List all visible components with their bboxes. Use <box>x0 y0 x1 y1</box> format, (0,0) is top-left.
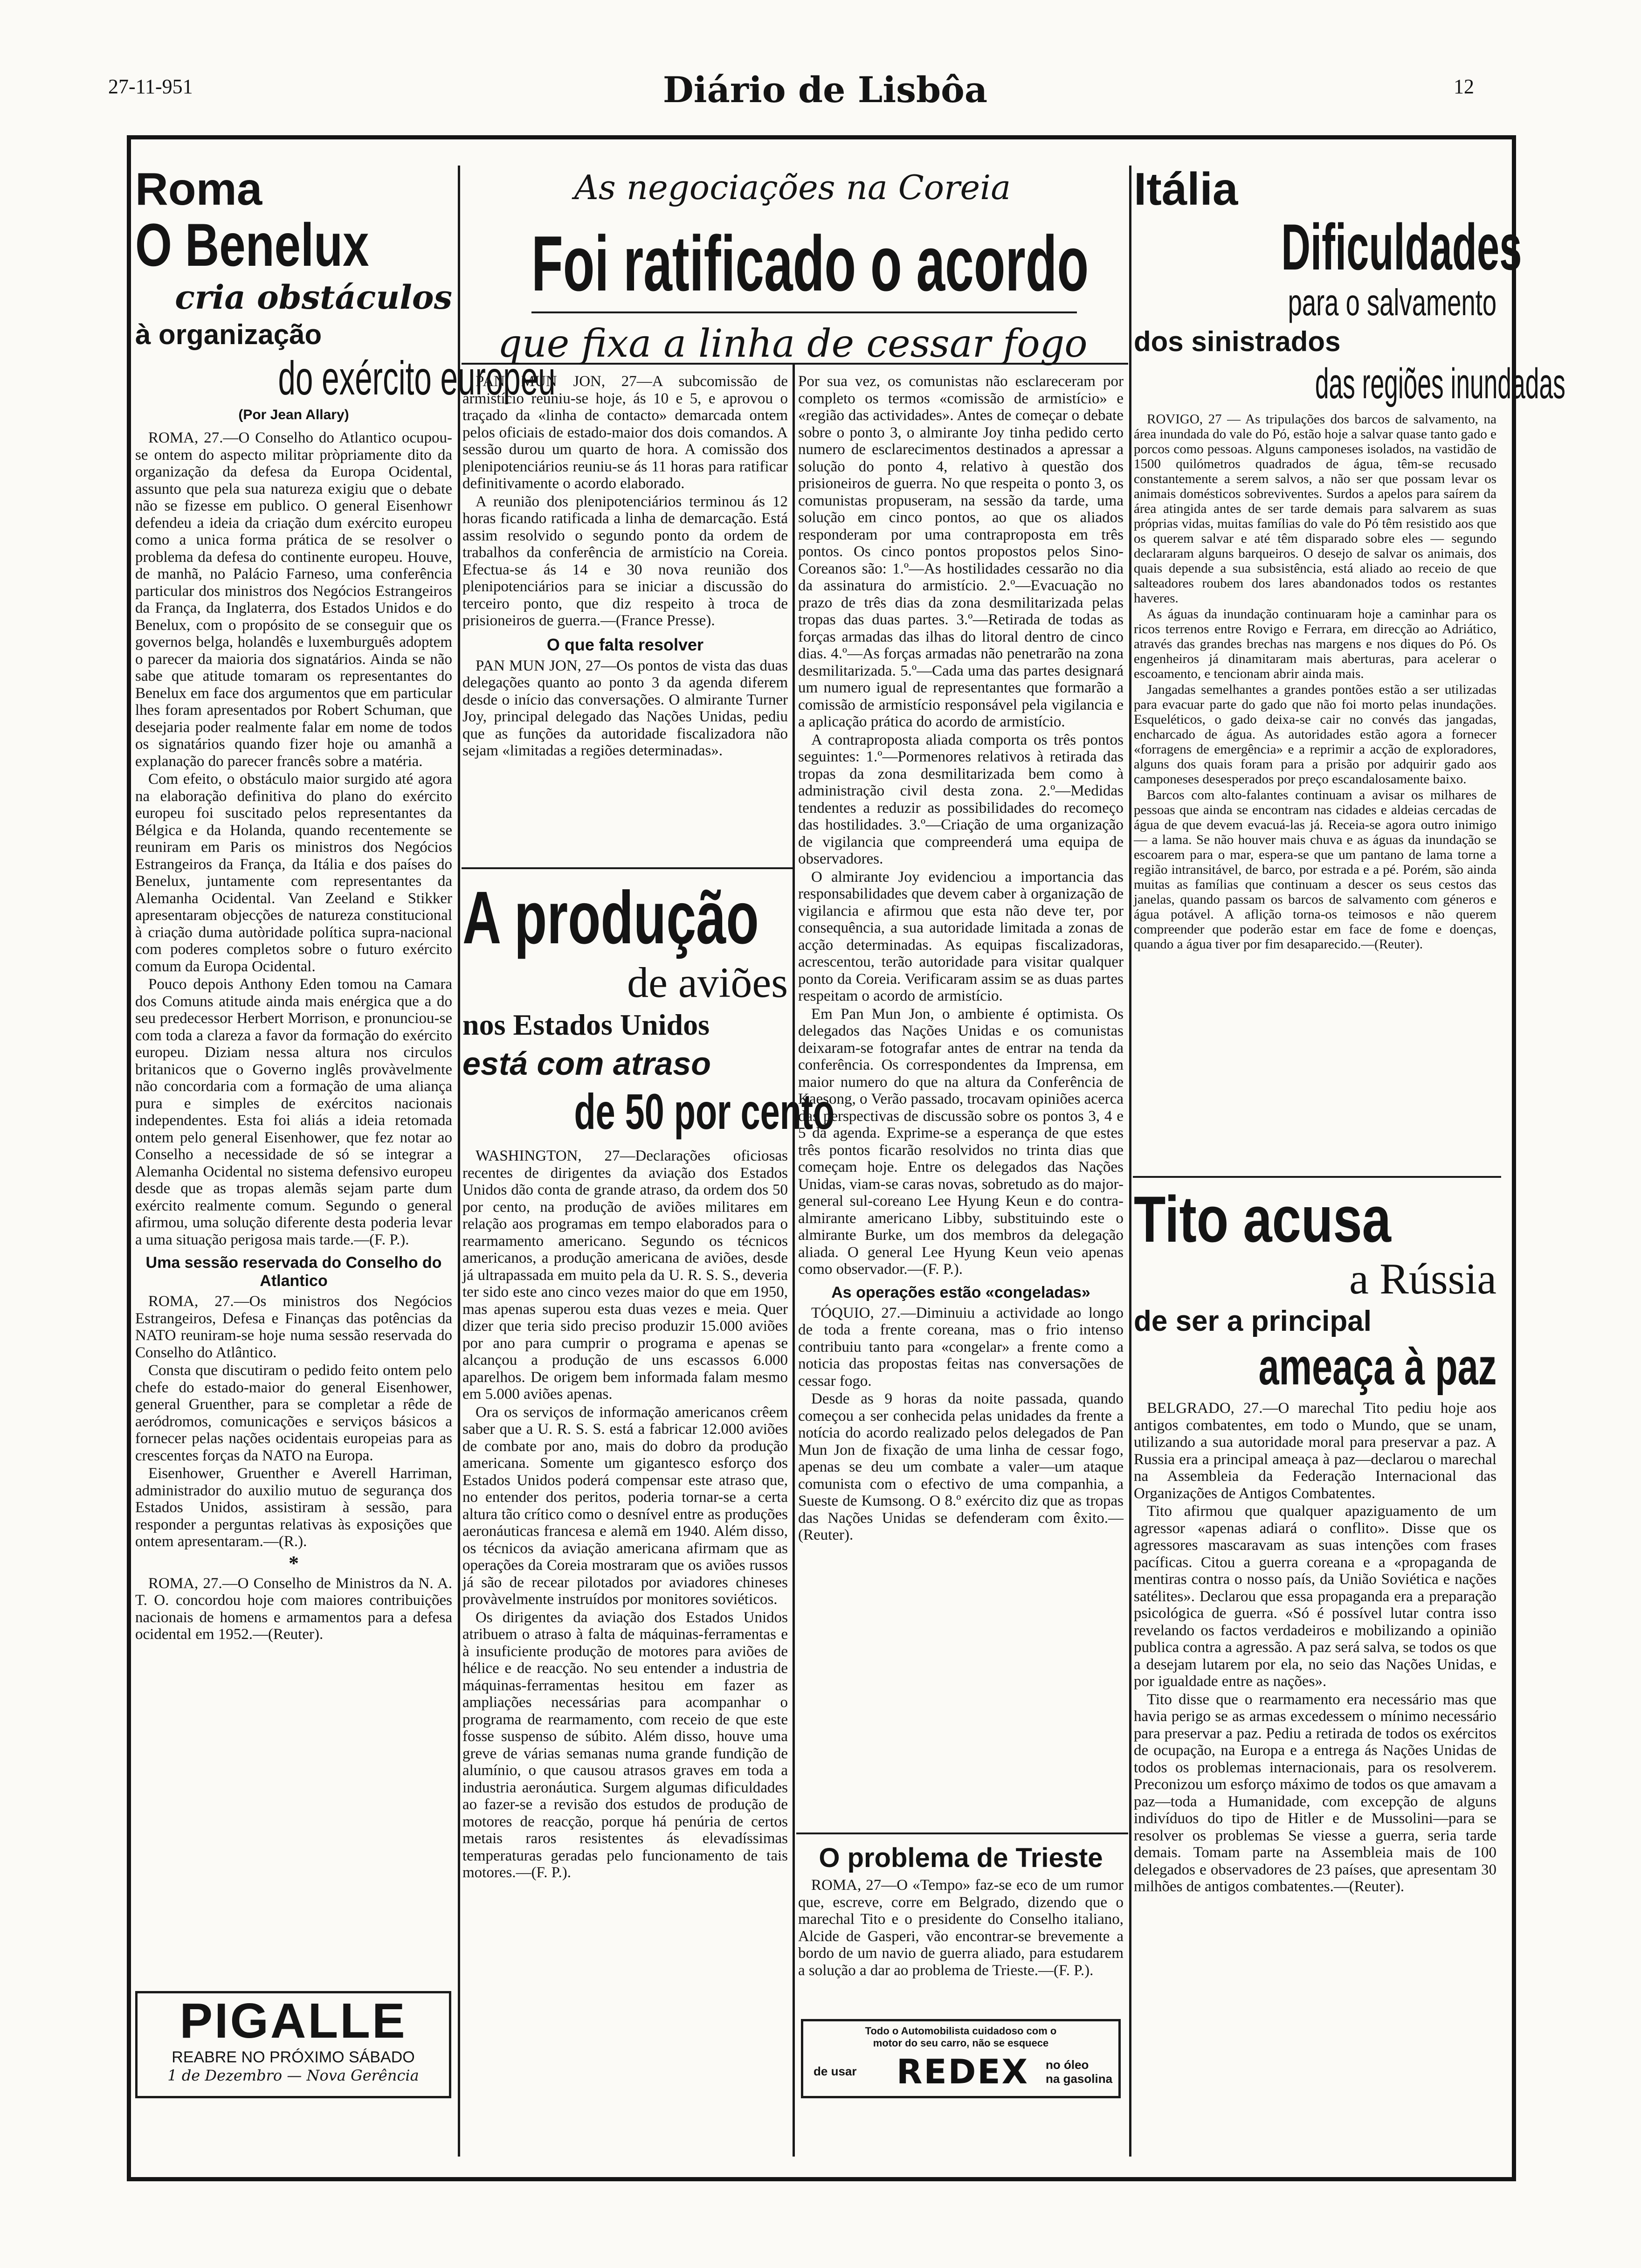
subhead-organizacao: à organização <box>135 319 322 350</box>
paragraph: O almirante Joy evidenciou a importancia das responsabilidades que devem caber à organização de vigilancia e afirmou que esta não deve ter, por consequência, a sua autoridade limitada a zonas de acção determinadas. As equipas fiscalizadoras, acrescentou, terão autoridade para visitar qualquer ponto da Coreia. Verificaram assim se as duas partes respeitam o acordo de armistício. <box>798 868 1124 1004</box>
paragraph: Tito disse que o rearmamento era necessário mas que havia perigo se as armas excedessem o mínimo necessário para preservar a paz. Pediu a retirada de todos os exércitos de ocupação, na Europa e a entrega ás Nações Unidas de todos os problemas internacionais, para os resolverem. Preconizou um esforço máximo de todos os que amavam a paz—toda a Humanidade, com excepção de alguns indivíduos do tipo de Hitler e de Mussolini—para se resolver os problemas Se viesse a guerra, seria tarde demais. Tomam parte na Assembleia mais de 100 delegados e observadores de 23 países, que apresentam 30 milhões de antigos combatentes.—(Reuter). <box>1134 1691 1496 1895</box>
article-korea-b <box>798 373 1124 1828</box>
paragraph: Jangadas semelhantes a grandes pontões estão a ser utilizadas para evacuar parte do gado que não foi morto pelas inundações. Esqueléticos, o gado deixa-se cair no convés das jangadas, encharcado de água. As autoridades estão agora a fornecer «forragens de emergência» e a reprimir a acção de exploradores, alguns dos quais foram para a prisão por adquirir gado aos camponeses desesperados por preço escandalosamente baixo. <box>1134 682 1496 787</box>
paragraph: TÓQUIO, 27.—Diminuiu a actividade ao longo de toda a frente coreana, mas o frio intenso contribuiu tanto para «congelar» a frente como a noticia das propostas feitas nas conversações de cessar fogo. <box>798 1304 1124 1390</box>
issue-date: 27-11-951 <box>108 75 193 98</box>
paragraph: Tito afirmou que qualquer apaziguamento de um agressor «apenas adiará o conflito». Disse que os agressores mascaravam as suas intenções com frases pacíficas. Citou a guerra coreana e a «propaganda de mentiras contra o nosso país, da União Soviética e nações satélites». Declarou que essa propaganda era a preparação psicológica de guerra. «Só é possível lutar contra isso revelando os factos verdadeiros e mobilizando a opinião publica contra a agressão. A paz será salva, se todos os que a desejam lutarem por ela, no seio das Nações Unidas, e por igualdade entre as nações». <box>1134 1503 1496 1690</box>
column-rule-left <box>458 166 460 2157</box>
redex-logo: REDEX <box>896 2052 1029 2091</box>
subhead-regioes-inundadas: das regiões inundadas <box>1315 360 1565 408</box>
byline: (Por Jean Allary) <box>238 407 349 422</box>
ad-redex <box>801 2019 1121 2098</box>
rule-tito-box-top <box>1133 1176 1501 1178</box>
separator-star: * <box>289 1551 299 1575</box>
article-tito <box>1134 1184 1496 2164</box>
ad-redex-line1: Todo o Automobilista cuidadoso com o <box>865 2025 1057 2037</box>
ad-pigalle <box>135 1991 451 2098</box>
article-trieste <box>798 1839 1124 2007</box>
paragraph: A reunião dos plenipotenciários terminou ás 12 horas ficando ratificada a linha de demarcação. Está assim resolvido o segundo ponto da ordem de trabalhos da conferência de armistício na Coreia. Efectua-se ás 14 e 30 nova reunião dos plenipotenciários para se iniciar a discussão do terceiro ponto, que diz respeito à troca de prisioneiros de guerra.—(France Presse). <box>462 493 788 629</box>
article-aviation <box>462 876 835 2164</box>
headline-tito-acusa: Tito acusa <box>1134 1182 1391 1256</box>
subhead-estados-unidos: nos Estados Unidos <box>462 1008 710 1041</box>
ad-pigalle-title: PIGALLE <box>179 1993 407 2048</box>
article-benelux <box>135 163 556 2157</box>
paragraph: ROMA, 27.—O Conselho de Ministros da N. A. T. O. concordou hoje com maiores contribuições nacionais de homens e armamentos para a defesa ocidental em 1952.—(Reuter). <box>135 1575 452 1643</box>
paragraph: Com efeito, o obstáculo maior surgido até agora na elaboração definitiva do plano do exército europeu foi suscitado pelos representantes da Bélgica e da Holanda, quando recentemente se reuniram em Paris os ministros dos Negócios Estrangeiros da França, da Itália e dos países do Benelux, juntamente com representantes da Alemanha Ocidental. Van Zeeland e Stikker apresentaram objecções de natureza constitucional à criação duma autòridade política supra-nacional com poderes completos sobre o futuro exército comum da Europa Ocidental. <box>135 771 452 975</box>
page-number: 12 <box>1454 75 1474 98</box>
paragraph: BELGRADO, 27.—O marechal Tito pediu hoje aos antigos combatentes, em todo o Mundo, que se unam, utilizando a sua autoridade moral para preservar a paz. A Russia era a principal ameaça à paz—declarou o marechal na Assembleia da Federação Internacional das Organizações de Antigos Combatentes. <box>1134 1400 1496 1502</box>
paragraph: Eisenhower, Gruenther e Averell Harriman, administrador do auxilio mutuo de segurança dos Estados Unidos, assistiram à sessão, para responder a perguntas relativas às exposições que ontem apresentaram.—(R.). <box>135 1465 452 1550</box>
subhead-avioes: de aviões <box>627 959 788 1006</box>
subhead-linha-cessar-fogo: que fixa a linha de cessar fogo <box>497 322 1088 366</box>
column-rule-right <box>1129 166 1131 2157</box>
paragraph: ROVIGO, 27 — As tripulações dos barcos de salvamento, na área inundada do vale do Pó, estão hoje a salvar quase tanto gado e porcos como pessoas. Alguns camponeses isolados, na vastidão de 1500 quilómetros quadrados de água, têm-se recusado constantemente a serem salvos, a não ser que possam levar os animais domésticos sobreviventes. Surdos a apelos para saírem da área atingida antes de ser tarde demais para salvarem as suas próprias vidas, muitas famílias do vale do Pó têm resistido aos que os querem salvar e até têm disparado sobre eles — segundo declararam alguns barqueiros. O desejo de salvar os animais, dos quais depende a sua subsistência, está aliado ao receio de que salteadores roubem dos lares abandonados todos os restantes haveres. <box>1134 412 1496 606</box>
rule-center-box-top <box>462 867 793 869</box>
ad-redex-line2: motor do seu carro, não se esquece <box>873 2037 1049 2049</box>
paragraph: PAN MUN JON, 27—Os pontos de vista das duas delegações quanto ao ponto 3 da agenda diferem desde o início das conversações. O almirante Turner Joy, principal delegado das Nações Unidas, pediu que as funções da autoridade fiscalizadora não sejam «limitadas a regiões determinadas». <box>462 657 788 759</box>
paragraph: Consta que discutiram o pedido feito ontem pelo chefe do estado-maior do general Eisenhower, general Gruenther, para se completar a rêde de aeródromos, comunicações e serviços básicos a fornecer pelas nações ocidentais europeias para as crescentes forças da NATO na Europa. <box>135 1362 452 1464</box>
ad-redex-line5: na gasolina <box>1046 2072 1113 2086</box>
article-italia <box>1134 163 1565 1175</box>
subhead-50-por-cento: de 50 por cento <box>574 1083 835 1140</box>
subhead-exercito-europeu: do exército europeu <box>278 352 556 405</box>
subhead-a-russia: a Rússia <box>1349 1255 1496 1303</box>
column-rule-center <box>793 364 795 2157</box>
paragraph: Por sua vez, os comunistas não esclareceram por completo os termos «comissão de armistício» e «região das actividades». Antes de começar o debate sobre o ponto 3, o almirante Joy tinha pedido certo numero de esclarecimentos destinados a apressar a solução do ponto 4, relativo à questão dos prisioneiros de guerra. No que respeita o ponto 3, os comunistas propuseram, na sessão da tarde, uma solução em cinco pontos, ao que os aliados responderam por uma contraproposta em três pontos. Os cinco pontos propostos pelos Sino-Coreanos são: 1.º—As hostilidades cessarão no dia da assinatura do armistício. 2.º—Evacuação no prazo de três dias da zona desmilitarizada pelas tropas das duas partes. 3.º—Retirada de todas as forças armadas das ilhas do litoral dentro de cinco dias. 4.º—As forças armadas não penetrarão na zona desmilitarizada. 5.º—Cada uma das partes designará um numero igual de representantes que formarão a comissão de armistício responsável pela vigilancia e a aplicação prática do acordo de armistício. <box>798 373 1124 730</box>
headline-benelux: O Benelux <box>135 211 369 279</box>
paragraph: WASHINGTON, 27—Declarações oficiosas recentes de dirigentes da aviação dos Estados Unidos dão conta de grande atraso, da ordem dos 50 por cento, na produção de aviões militares em relação aos programas em tempo elaborados para o rearmamento americano. Segundo os técnicos americanos, a produção americana de aviões, desde já ultrapassada em muito pela da U. R. S. S., deveria ter sido este ano cinco vezes maior do que em 1950, mas apenas superou esta duas vezes e meia. Quer dizer que teria sido preciso produzir 15.000 aviões por ano para cumprir o programa e apenas se alcançou a produção de uns escassos 6.000 aparelhos. De origem bem informada falam mesmo em 5.000 aviões apenas. <box>462 1148 788 1403</box>
subhead-sinistrados: dos sinistrados <box>1134 326 1341 357</box>
subhead-salvamento: para o salvamento <box>1288 282 1496 323</box>
section-italia: Itália <box>1134 163 1238 214</box>
headline-dificuldades: Dificuldades <box>1281 210 1522 284</box>
ad-pigalle-line1: REABRE NO PRÓXIMO SÁBADO <box>172 2048 415 2066</box>
paragraph: As águas da inundação continuaram hoje a caminhar para os ricos terrenos entre Rovigo e Ferrara, em direcção ao Adriático, através das grandes brechas nas margens e nos diques do Pó. Os engenheiros já dinamitaram mais aberturas, para acelerar o escoamento, e tencionam abrir ainda mais. <box>1134 607 1496 681</box>
headline-ratificado: Foi ratificado o acordo <box>531 220 1089 307</box>
article-korea-a <box>462 373 788 865</box>
ad-pigalle-line2: 1 de Dezembro — Nova Gerência <box>167 2067 419 2084</box>
ad-redex-line3: de usar <box>814 2064 857 2078</box>
rule-trieste-top <box>796 1832 1128 1834</box>
paragraph: Barcos com alto-falantes continuam a avisar os milhares de pessoas que ainda se encontram nas cidades e aldeias cercadas de água de que devem evacuá-las já. Receia-se agora outro inimigo — a lama. Se não houver mais chuva e as águas da inundação se escoarem para o mar, espera-se que um pantano de lama torne a região intransitável, de barco, por estrada e a pé. Porém, são ainda muitas as famílias que continuam a descer os seus cestos das janelas, quando passam os barcos de salvamento com géneros e água potável. A aflição torna-os teimosos e não querem compreender que poderão estar em face de fome e doenças, quando a água tiver por fim desaparecido.—(Reuter). <box>1134 788 1496 952</box>
subhead-atraso: está com atraso <box>462 1045 711 1082</box>
paragraph: A contraproposta aliada comporta os três pontos seguintes: 1.º—Pormenores relativos à retirada das tropas da zona desmilitarizada bem como à administração civil desta zona. 2.º—Medidas tendentes a reduzir as possibilidades do recomeço das hostilidades. 3.º—Criação de uma organização de vigilancia que compreenderá uma equipa de observadores. <box>798 731 1124 867</box>
kicker-negociacoes: As negociações na Coreia <box>574 168 1011 207</box>
paragraph: Ora os serviços de informação americanos crêem saber que a U. R. S. S. está a fabricar 12.000 aviões de combate por ano, mais do dobro da produção americana. Somente um gigantesco esforço dos Estados Unidos poderá compensar este atraso que, no entender dos peritos, poderia tornar-se a certa altura tão crítico como o desnível entre as produções aeronáuticas francesa e alemã em 1940. Além disso, os técnicos da aviação americana afirmam que as operações da Coreia mostraram que os aviões russos já são de recear pilotados por aviadores chineses provàvelmente instruídos por monitores soviéticos. <box>462 1404 788 1608</box>
subheading-congeladas: As operações estão «congeladas» <box>831 1283 1090 1301</box>
paragraph: Em Pan Mun Jon, o ambiente é optimista. Os delegados das Nações Unidas e os comunistas deixaram-se fotografar antes de entrar na tenda da conferência. Os correspondentes da Imprensa, em maior numero do que na altura da Conferência de Kaesong, o Verão passado, trocavam opiniões acerca das perspectivas de discussão sobre os pontos 3, 4 e 5 da agenda. Exprime-se a esperança de que estes três pontos ficarão resolvidos no trinta dias que começam hoje. Entre os delegados das Nações Unidas, viam-se caras novas, sobretudo as do major-general sul-coreano Lee Hyung Keun e do contra-almirante americano Libby, substituindo este o almirante Burke, um dos membros da delegação aliada. O general Lee Hyung Keun veio apenas como observador.—(F. P.). <box>798 1005 1124 1278</box>
paragraph: PAN MUN JON, 27—A subcomissão de armistício reuniu-se hoje, ás 10 e 5, e aprovou o traçado da «linha de contacto» demarcada ontem pelos oficiais de estado-maior dos dois comandos. A sessão durou um quarto de hora. A comissão dos plenipotenciários reuniu-se ás 11 horas para ratificar definitivamente o acordo elaborado. <box>462 373 788 492</box>
section-roma: Roma <box>135 163 262 214</box>
subhead-cria-obstaculos: cria obstáculos <box>175 278 452 317</box>
paragraph: Pouco depois Anthony Eden tomou na Camara dos Comuns atitude ainda mais enérgica que a do seu predecessor Herbert Morrison, e pronunciou-se com toda a clareza a favor da formação do exército europeu. Diziam nessa altura nos circulos britanicos que o Governo inglês provàvelmente não concordaria com a formação de uma aliança pura e simples de exércitos nacionais independentes. Esta foi aliás a ideia retomada ontem pelo general Eisenhower, que fez notar ao Conselho a necessidade de só se integrar a Alemanha Ocidental no sistema defensivo europeu desde que as tropas alemãs sejam parte dum exército realmente comum. Segundo o general afirmou, uma solução diferente desta poderia levar a uma situação perigosa mais tarde.—(F. P.). <box>135 976 452 1248</box>
paragraph: Os dirigentes da aviação dos Estados Unidos atribuem o atraso à falta de máquinas-ferramentas e à insuficiente produção de motores para aviões de hélice e de reacção. No seu entender a industria de máquinas-ferramentas hesitou em fazer as ampliações necessárias para acompanhar o programa de rearmamento, com receio de que este fosse suspenso de súbito. Além disso, houve uma greve de várias semanas numa grande fundição de alumínio, o que causou atrasos graves em toda a industria aeronáutica. Surgem algumas dificuldades ao fazer-se a revisão dos estudos de produção de motores de reacção, porque há penúria de certos metais raros resistentes ás elevadíssimas temperaturas geradas pelo funcionamento de tais motores.—(F. P.). <box>462 1609 788 1881</box>
subheading-falta-resolver: O que falta resolver <box>546 635 704 654</box>
paragraph: ROMA, 27.—Os ministros dos Negócios Estrangeiros, Defesa e Finanças das potências da NATO reuniram-se hoje numa sessão reservada do Conselho do Atlântico. <box>135 1293 452 1361</box>
ad-redex-line4: no óleo <box>1046 2058 1089 2072</box>
paragraph: ROMA, 27.—O Conselho do Atlantico ocupou-se ontem do aspecto militar pròpriamente dito da organização da defesa da Europa Ocidental, assunto que pela sua natureza exigiu que o debate não se fizesse em publico. O general Eisenhowr defendeu a ideia da criação dum exército europeu como a unica forma prática de se resolver o problema da defesa do continente europeu. Houve, de manhã, no Palácio Farneso, uma conferência particular dos ministros dos Negócios Estrangeiros da França, da Inglaterra, dos Estados Unidos e do Benelux, com o propósito de se conseguir que os governos belga, holandês e luxemburguês adoptem o parecer da maioria dos signatários. Ainda se não sabe que atitude tomaram os representantes do Benelux em face dos argumentos que em particular lhes foram apresentados por Robert Schuman, que desejaria poder realmente falar em nome de todos os signatários quando fizer hoje ou amanhã a explanação do parecer francês sobre a matéria. <box>135 429 452 770</box>
paragraph: Desde as 9 horas da noite passada, quando começou a ser conhecida pelas unidades da frente a notícia do acordo realizado pelos delegados de Pan Mun Jon de fixação de uma linha de cessar fogo, apenas se deu um combate a valer—um ataque comunista com o efectivo de uma companhia, a Sueste de Kumsong. O 8.º exército diz que as tropas das Nações Unidas se defenderam com êxito.—(Reuter). <box>798 1390 1124 1543</box>
subhead-principal: de ser a principal <box>1134 1305 1372 1337</box>
subheading-sessao-reservada: Uma sessão reservada do Conselho do Atlantico <box>145 1254 442 1290</box>
subhead-ameaca-paz: ameaça à paz <box>1258 1338 1496 1396</box>
paragraph: ROMA, 27—O «Tempo» faz-se eco de um rumor que, escreve, corre em Belgrado, dizendo que o marechal Tito e o presidente do Conselho italiano, Alcide de Gasperi, vão encontrar-se brevemente a bordo de um navio de guerra aliado, para estudarem a solução a dar ao problema de Trieste.—(F. P.). <box>798 1877 1124 1979</box>
headline-producao: A produção <box>462 876 759 959</box>
masthead: Diário de Lisbôa <box>662 69 988 111</box>
headline-trieste: O problema de Trieste <box>819 1843 1103 1873</box>
rule-under-headline <box>531 311 1077 313</box>
